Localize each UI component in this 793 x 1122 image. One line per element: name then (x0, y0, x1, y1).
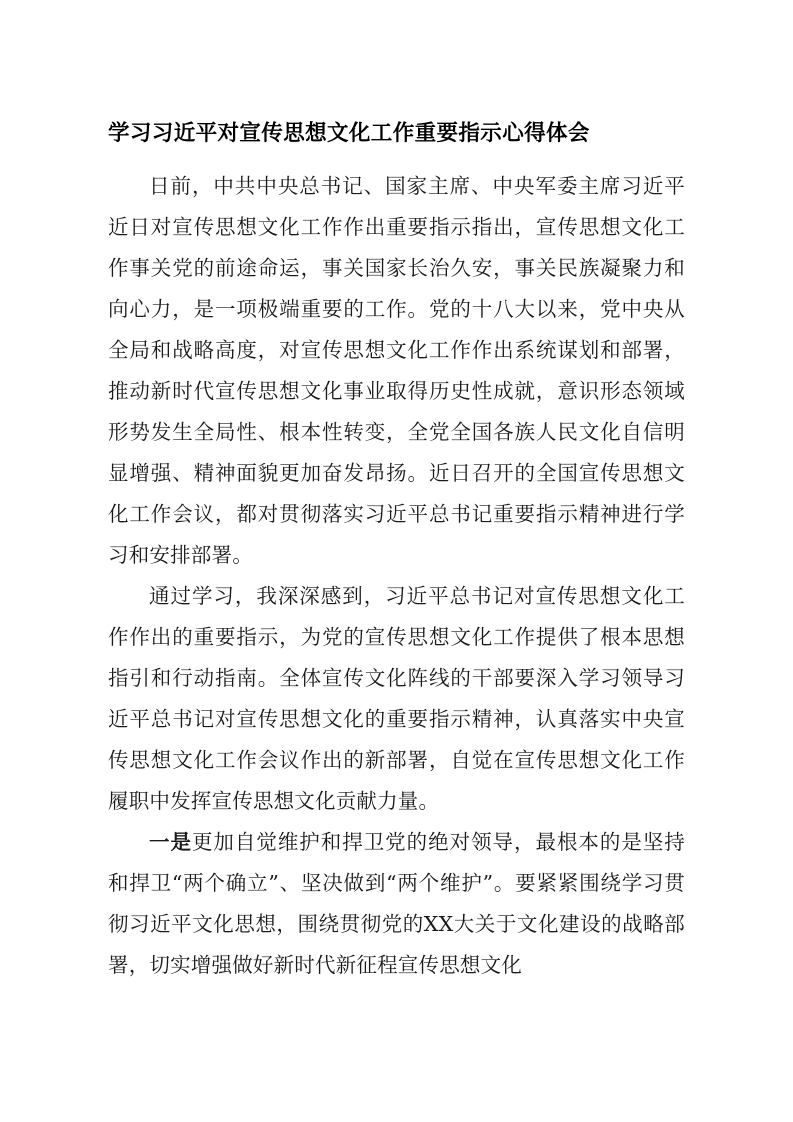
document-body (108, 118, 685, 986)
paragraph-3-lead: 一是 (149, 830, 192, 855)
paragraph-3 (108, 822, 685, 986)
paragraph-3-text: 更加自觉维护和捍卫党的绝对领导，最根本的是坚持和捍卫“两个确立”、坚决做到“两个维护”。要紧紧围绕学习贯彻习近平文化思想，围绕贯彻党的XX大关于文化建设的战略部署，切实增强做好新时代新征程宣传思想文化 (108, 830, 685, 978)
page-title: 学习习近平对宣传思想文化工作重要指示心得体会 (108, 121, 590, 146)
paragraph-2: 通过学习，我深深感到，习近平总书记对宣传思想文化工作作出的重要指示，为党的宣传思想文化工作提供了根本思想指引和行动指南。全体宣传文化阵线的干部要深入学习领导习近平总书记对宣传思想文化的重要指示精神，认真落实中央宣传思想文化工作会议作出的新部署，自觉在宣传思想文化工作履职中发挥宣传思想文化贡献力量。 (108, 584, 685, 814)
paragraph-1: 日前，中共中央总书记、国家主席、中央军委主席习近平近日对宣传思想文化工作作出重要指示指出，宣传思想文化工作事关党的前途命运，事关国家长治久安，事关民族凝聚力和向心力，是一项极端重要的工作。党的十八大以来，党中央从全局和战略高度，对宣传思想文化工作作出系统谋划和部署，推动新时代宣传思想文化事业取得历史性成就，意识形态领域形势发生全局性、根本性转变，全党全国各族人民文化自信明显增强、精神面貌更加奋发昂扬。近日召开的全国宣传思想文化工作会议，都对贯彻落实习近平总书记重要指示精神进行学习和安排部署。 (108, 174, 685, 568)
